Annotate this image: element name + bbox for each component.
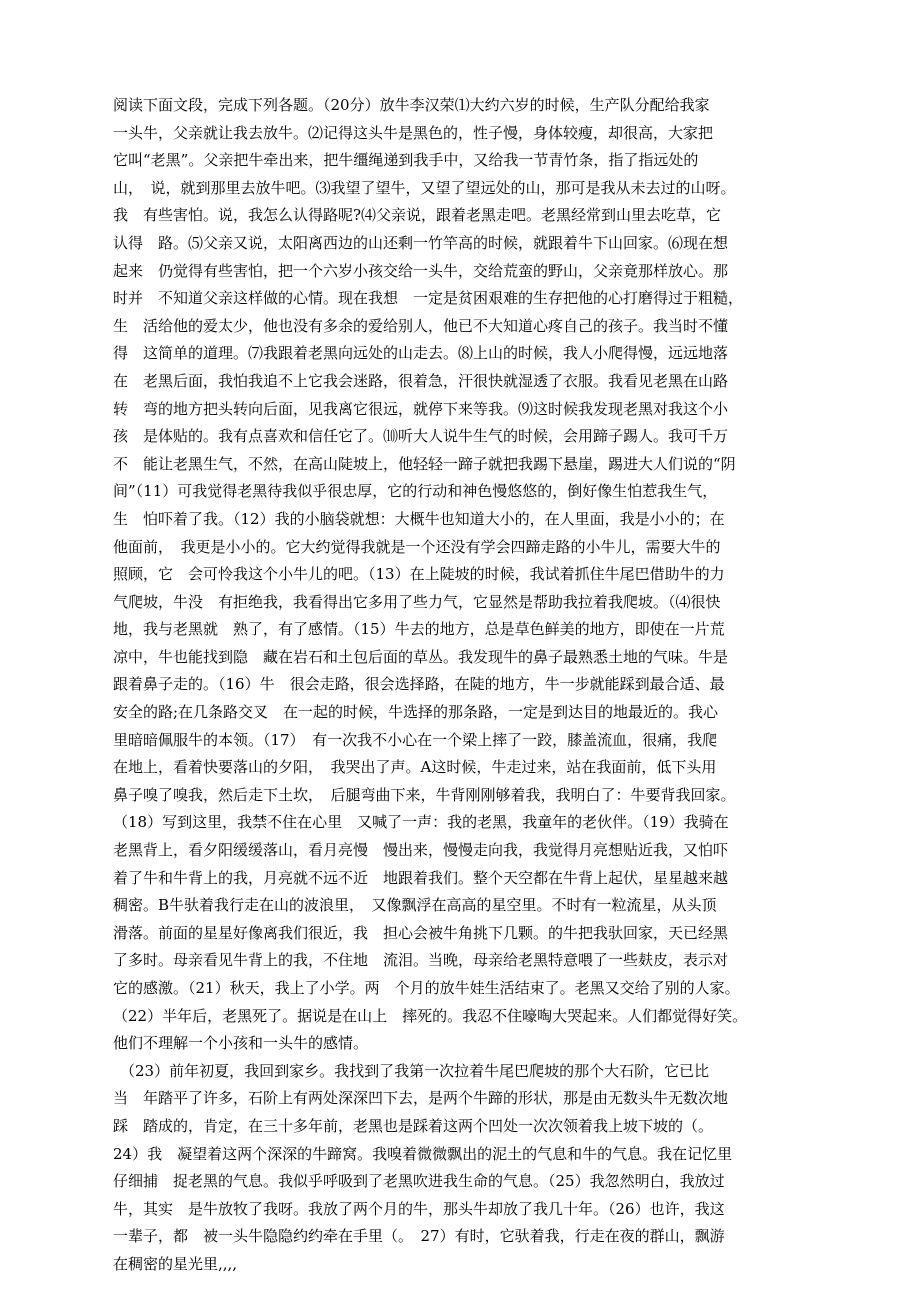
text-line-27: （18）写到这里，我禁不住在心里 又喊了一声：我的老黑，我童年的老伙伴。（19）我骑在 bbox=[113, 813, 729, 832]
text-line-35: 他们不理解一个小孩和一头牛的感情。 bbox=[113, 1034, 369, 1053]
text-line-22: 跟着鼻子走的。（16）牛 很会走路，很会选择路，在陡的地方，牛一步就能踩到最合适、最 bbox=[113, 675, 725, 694]
text-line-20: 地，我与老黑就 熟了，有了感情。（15）牛去的地方，总是草色鲜美的地方，即使在一片荒 bbox=[113, 620, 725, 639]
text-line-37: 当 年踏平了许多，石阶上有两处深深凹下去，是两个牛蹄的形状，那是由无数头牛无数次地 bbox=[113, 1089, 729, 1108]
text-line-19: 气爬坡，牛没 有拒绝我，我看得出它多用了些力气，它显然是帮助我拉着我爬坡。（⑷很快 bbox=[113, 592, 721, 611]
text-line-25: 在地上，看着快要落山的夕阳， 我哭出了声。A这时候，牛走过来，站在我面前，低下头用 bbox=[113, 758, 717, 777]
text-line-39: 24）我 凝望着这两个深深的牛蹄窝。我嗅着微微飘出的泥土的气息和牛的气息。我在记忆里 bbox=[113, 1144, 733, 1163]
text-line-41: 牛，其实 是牛放牧了我呀。我放了两个月的牛，那头牛却放了我几十年。（26）也许，我这 bbox=[113, 1199, 725, 1218]
text-line-11: 在 老黑后面，我怕我追不上它我会迷路，很着急，汗很快就湿透了衣服。我看见老黑在山路 bbox=[113, 371, 729, 390]
text-line-8: 时并 不知道父亲这样做的心情。现在我想 一定是贫困艰难的生存把他的心打磨得过于粗糙， bbox=[113, 289, 744, 308]
text-line-29: 着了牛和牛背上的我，月亮就不远不近 地跟着我们。整个天空都在牛背上起伏，星星越来越 bbox=[113, 868, 729, 887]
text-line-31: 滑落。前面的星星好像离我们很近，我 担心会被牛角挑下几颗。的牛把我驮回家，天已经黑 bbox=[113, 923, 729, 942]
text-line-30: 稠密。B牛驮着我行走在山的波浪里， 又像飘浮在高高的星空里。不时有一粒流星，从头顶 bbox=[113, 896, 717, 915]
text-line-38: 踩 踏成的，肯定，在三十多年前，老黑也是踩着这两个凹处一次次领着我上坡下坡的（。 bbox=[113, 1116, 714, 1135]
text-line-40: 仔细捕 捉老黑的气息。我似乎呼吸到了老黑吹进我生命的气息。（25）我忽然明白，我放过 bbox=[113, 1172, 725, 1191]
text-line-14: 不 能让老黑生气，不然，在高山陡坡上，他轻轻一蹄子就把我踢下悬崖，踢进大人们说的“阴 bbox=[113, 454, 736, 473]
text-line-7: 起来 仍觉得有些害怕，把一个六岁小孩交给一头牛，交给荒蛮的野山，父亲竟那样放心。那 bbox=[113, 261, 729, 280]
text-line-17: 他面前， 我更是小小的。它大约觉得我就是一个还没有学会四蹄走路的小牛儿，需要大牛的 bbox=[113, 537, 721, 556]
text-line-43: 在稠密的星光里,,,, bbox=[113, 1254, 238, 1273]
text-line-26: 鼻子嗅了嗅我，然后走下土坎， 后腿弯曲下来，牛背刚刚够着我，我明白了：牛要背我回家。 bbox=[113, 785, 736, 804]
text-line-21: 凉中，牛也能找到隐 藏在岩石和土包后面的草丛。我发现牛的鼻子最熟悉土地的气味。牛是 bbox=[113, 647, 729, 666]
document-body bbox=[113, 92, 813, 1279]
text-line-24: 里暗暗佩服牛的本领。（17） 有一次我不小心在一个梁上摔了一跤，膝盖流血，很痛，我爬 bbox=[113, 730, 718, 749]
text-line-6: 认得 路。⑸父亲又说，太阳离西边的山还剩一竹竿高的时候，就跟着牛下山回家。⑹现在想 bbox=[113, 233, 729, 252]
text-line-10: 得 这简单的道理。⑺我跟着老黑向远处的山走去。⑻上山的时候，我人小爬得慢，远远地落 bbox=[113, 344, 729, 363]
text-line-33: 它的感激。（21）秋天，我上了小学。两 个月的放牛娃生活结束了。老黑又交给了别的人家。 bbox=[113, 979, 740, 997]
text-line-2: 一头牛，父亲就让我去放牛。⑵记得这头牛是黑色的，性子慢，身体较瘦，却很高，大家把 bbox=[113, 123, 714, 142]
text-line-12: 转 弯的地方把头转向后面，见我离它很远，就停下来等我。⑼这时候我发现老黑对我这个小 bbox=[113, 399, 729, 418]
text-line-32: 了多时。母亲看见牛背上的我，不住地 流泪。当晚，母亲给老黑特意喂了一些麸皮，表示对 bbox=[113, 951, 729, 970]
text-line-9: 生 活给他的爱太少，他也没有多余的爱给别人，他已不大知道心疼自己的孩子。我当时不懂 bbox=[113, 316, 729, 335]
text-line-18: 照顾，它 会可怜我这个小牛儿的吧。（13）在上陡坡的时候，我试着抓住牛尾巴借助牛的力 bbox=[113, 565, 725, 584]
text-line-5: 我 有些害怕。说，我怎么认得路呢?⑷父亲说，跟着老黑走吧。老黑经常到山里去吃草，它 bbox=[113, 206, 722, 225]
text-line-34: （22）半年后，老黑死了。据说是在山上 摔死的。我忍不住嚎啕大哭起来。人们都觉得好笑。 bbox=[113, 1006, 748, 1025]
text-line-3: 它叫“老黑”。父亲把牛牵出来，把牛缰绳递到我手中，又给我一节青竹条，指了指远处的 bbox=[113, 151, 699, 170]
text-line-1: 阅读下面文段，完成下列各题。（20分）放牛李汉荣⑴大约六岁的时候，生产队分配给我家 bbox=[113, 96, 710, 114]
text-line-4: 山， 说，就到那里去放牛吧。⑶我望了望牛，又望了望远处的山，那可是我从未去过的山呀。 bbox=[113, 178, 736, 197]
text-line-36: （23）前年初夏，我回到家乡。我找到了我第一次拉着牛尾巴爬坡的那个大石阶，它已比 bbox=[120, 1061, 710, 1080]
text-line-23: 安全的路;在几条路交叉 在一起的时候，牛选择的那条路，一定是到达目的地最近的。我心 bbox=[113, 703, 719, 722]
text-line-42: 一辈子，都 被一头牛隐隐约约牵在手里（。 27）有时，它驮着我，行走在夜的群山，飘游 bbox=[113, 1227, 725, 1246]
text-line-13: 孩 是体贴的。我有点喜欢和信任它了。⑽听大人说牛生气的时候，会用蹄子踢人。我可千万 bbox=[113, 427, 729, 446]
text-line-28: 老黑背上，看夕阳缓缓落山，看月亮慢 慢出来，慢慢走向我，我觉得月亮想贴近我，又怕吓 bbox=[113, 841, 729, 860]
text-line-16: 生 怕吓着了我。（12）我的小脑袋就想：大概牛也知道大小的，在人里面，我是小小的；在 bbox=[113, 509, 725, 528]
text-line-15: 间”（11）可我觉得老黑待我似乎很忠厚，它的行动和神色慢悠悠的，倒好像生怕惹我生气， bbox=[113, 482, 718, 501]
